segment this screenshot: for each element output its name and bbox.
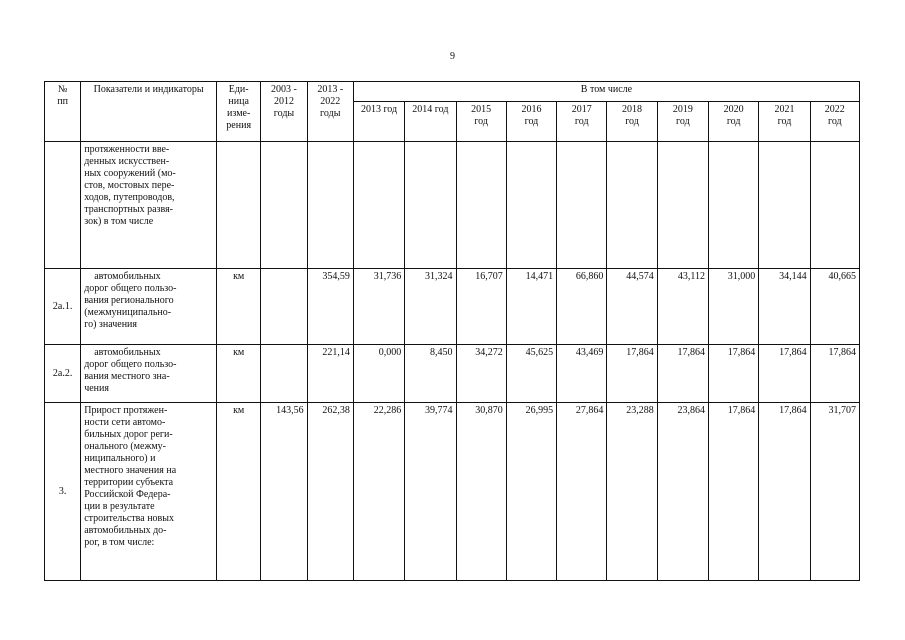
- row-year-value: 17,864: [709, 345, 759, 403]
- row-period-2013-2022: [307, 142, 353, 269]
- row-year-value: 26,995: [506, 403, 556, 581]
- col-header-period-2003-2012: 2003 - 2012 годы: [261, 82, 307, 142]
- row-year-value: 66,860: [557, 269, 607, 345]
- col-header-unit: Еди- ница изме- рения: [217, 82, 261, 142]
- row-indicator: автомобильных дорог общего пользо- вания местного зна- чения: [81, 345, 217, 403]
- col-header-num: № пп: [45, 82, 81, 142]
- row-unit: км: [217, 403, 261, 581]
- col-header-year: 2015 год: [456, 102, 506, 142]
- col-header-year: 2013 год: [353, 102, 404, 142]
- row-year-value: 44,574: [607, 269, 657, 345]
- col-header-year: 2020 год: [709, 102, 759, 142]
- col-header-year: 2019 год: [657, 102, 708, 142]
- row-year-value: 22,286: [353, 403, 404, 581]
- row-year-value: 31,736: [353, 269, 404, 345]
- row-period-2013-2022: 221,14: [307, 345, 353, 403]
- col-header-period-2013-2022: 2013 - 2022 годы: [307, 82, 353, 142]
- row-year-value: 17,864: [607, 345, 657, 403]
- row-year-value: 17,864: [810, 345, 859, 403]
- row-year-value: 31,000: [709, 269, 759, 345]
- row-indicator: автомобильных дорог общего пользо- вания регионального (межмуниципально- го) значения: [81, 269, 217, 345]
- col-header-year: 2016 год: [506, 102, 556, 142]
- col-header-year: 2014 год: [405, 102, 456, 142]
- row-unit: [217, 142, 261, 269]
- row-year-value: 23,864: [657, 403, 708, 581]
- row-period-2013-2022: 262,38: [307, 403, 353, 581]
- row-number: [45, 142, 81, 269]
- row-unit: км: [217, 345, 261, 403]
- row-year-value: 34,272: [456, 345, 506, 403]
- row-year-value: 8,450: [405, 345, 456, 403]
- col-header-year: 2022 год: [810, 102, 859, 142]
- row-number: 2а.1.: [45, 269, 81, 345]
- row-year-value: 16,707: [456, 269, 506, 345]
- header-row-1: [45, 82, 860, 102]
- row-year-value: 0,000: [353, 345, 404, 403]
- table-row: [45, 403, 860, 581]
- row-year-value: 40,665: [810, 269, 859, 345]
- row-year-value: [456, 142, 506, 269]
- row-year-value: 31,707: [810, 403, 859, 581]
- row-year-value: 17,864: [759, 403, 810, 581]
- row-year-value: 34,144: [759, 269, 810, 345]
- row-indicator: Прирост протяжен- ности сети автомо- бильных дорог реги- онального (межму- ниципального) и местного значения на территории субъекта Российской Федера- ции в результате строительства новых автомобильных до- рог, в том числе:: [81, 403, 217, 581]
- row-period-2003-2012: [261, 142, 307, 269]
- row-year-value: [506, 142, 556, 269]
- row-year-value: [810, 142, 859, 269]
- row-year-value: 30,870: [456, 403, 506, 581]
- row-year-value: 31,324: [405, 269, 456, 345]
- row-unit: км: [217, 269, 261, 345]
- row-year-value: 14,471: [506, 269, 556, 345]
- table-row: [45, 269, 860, 345]
- row-year-value: [557, 142, 607, 269]
- table-row: [45, 345, 860, 403]
- row-year-value: 45,625: [506, 345, 556, 403]
- row-number: 3.: [45, 403, 81, 581]
- row-year-value: [759, 142, 810, 269]
- row-year-value: 17,864: [709, 403, 759, 581]
- col-header-year: 2021 год: [759, 102, 810, 142]
- row-year-value: 17,864: [657, 345, 708, 403]
- page-number: 9: [450, 51, 455, 62]
- row-year-value: 43,469: [557, 345, 607, 403]
- row-year-value: [607, 142, 657, 269]
- row-year-value: [657, 142, 708, 269]
- row-year-value: [709, 142, 759, 269]
- col-header-year: 2018 год: [607, 102, 657, 142]
- row-period-2003-2012: [261, 345, 307, 403]
- col-header-indicator: Показатели и индикаторы: [81, 82, 217, 142]
- row-period-2013-2022: 354,59: [307, 269, 353, 345]
- row-year-value: 27,864: [557, 403, 607, 581]
- row-year-value: 43,112: [657, 269, 708, 345]
- row-year-value: 23,288: [607, 403, 657, 581]
- row-period-2003-2012: [261, 269, 307, 345]
- row-year-value: 39,774: [405, 403, 456, 581]
- row-year-value: [353, 142, 404, 269]
- col-header-year: 2017 год: [557, 102, 607, 142]
- row-period-2003-2012: 143,56: [261, 403, 307, 581]
- row-number: 2а.2.: [45, 345, 81, 403]
- col-header-including: В том числе: [353, 82, 859, 102]
- row-year-value: 17,864: [759, 345, 810, 403]
- row-indicator: протяженности вве- денных искусствен- ных сооружений (мо- стов, мостовых пере- ходов, путепроводов, транспортных развя- зок) в том числе: [81, 142, 217, 269]
- indicators-table: [44, 81, 860, 581]
- table-row: [45, 142, 860, 269]
- row-year-value: [405, 142, 456, 269]
